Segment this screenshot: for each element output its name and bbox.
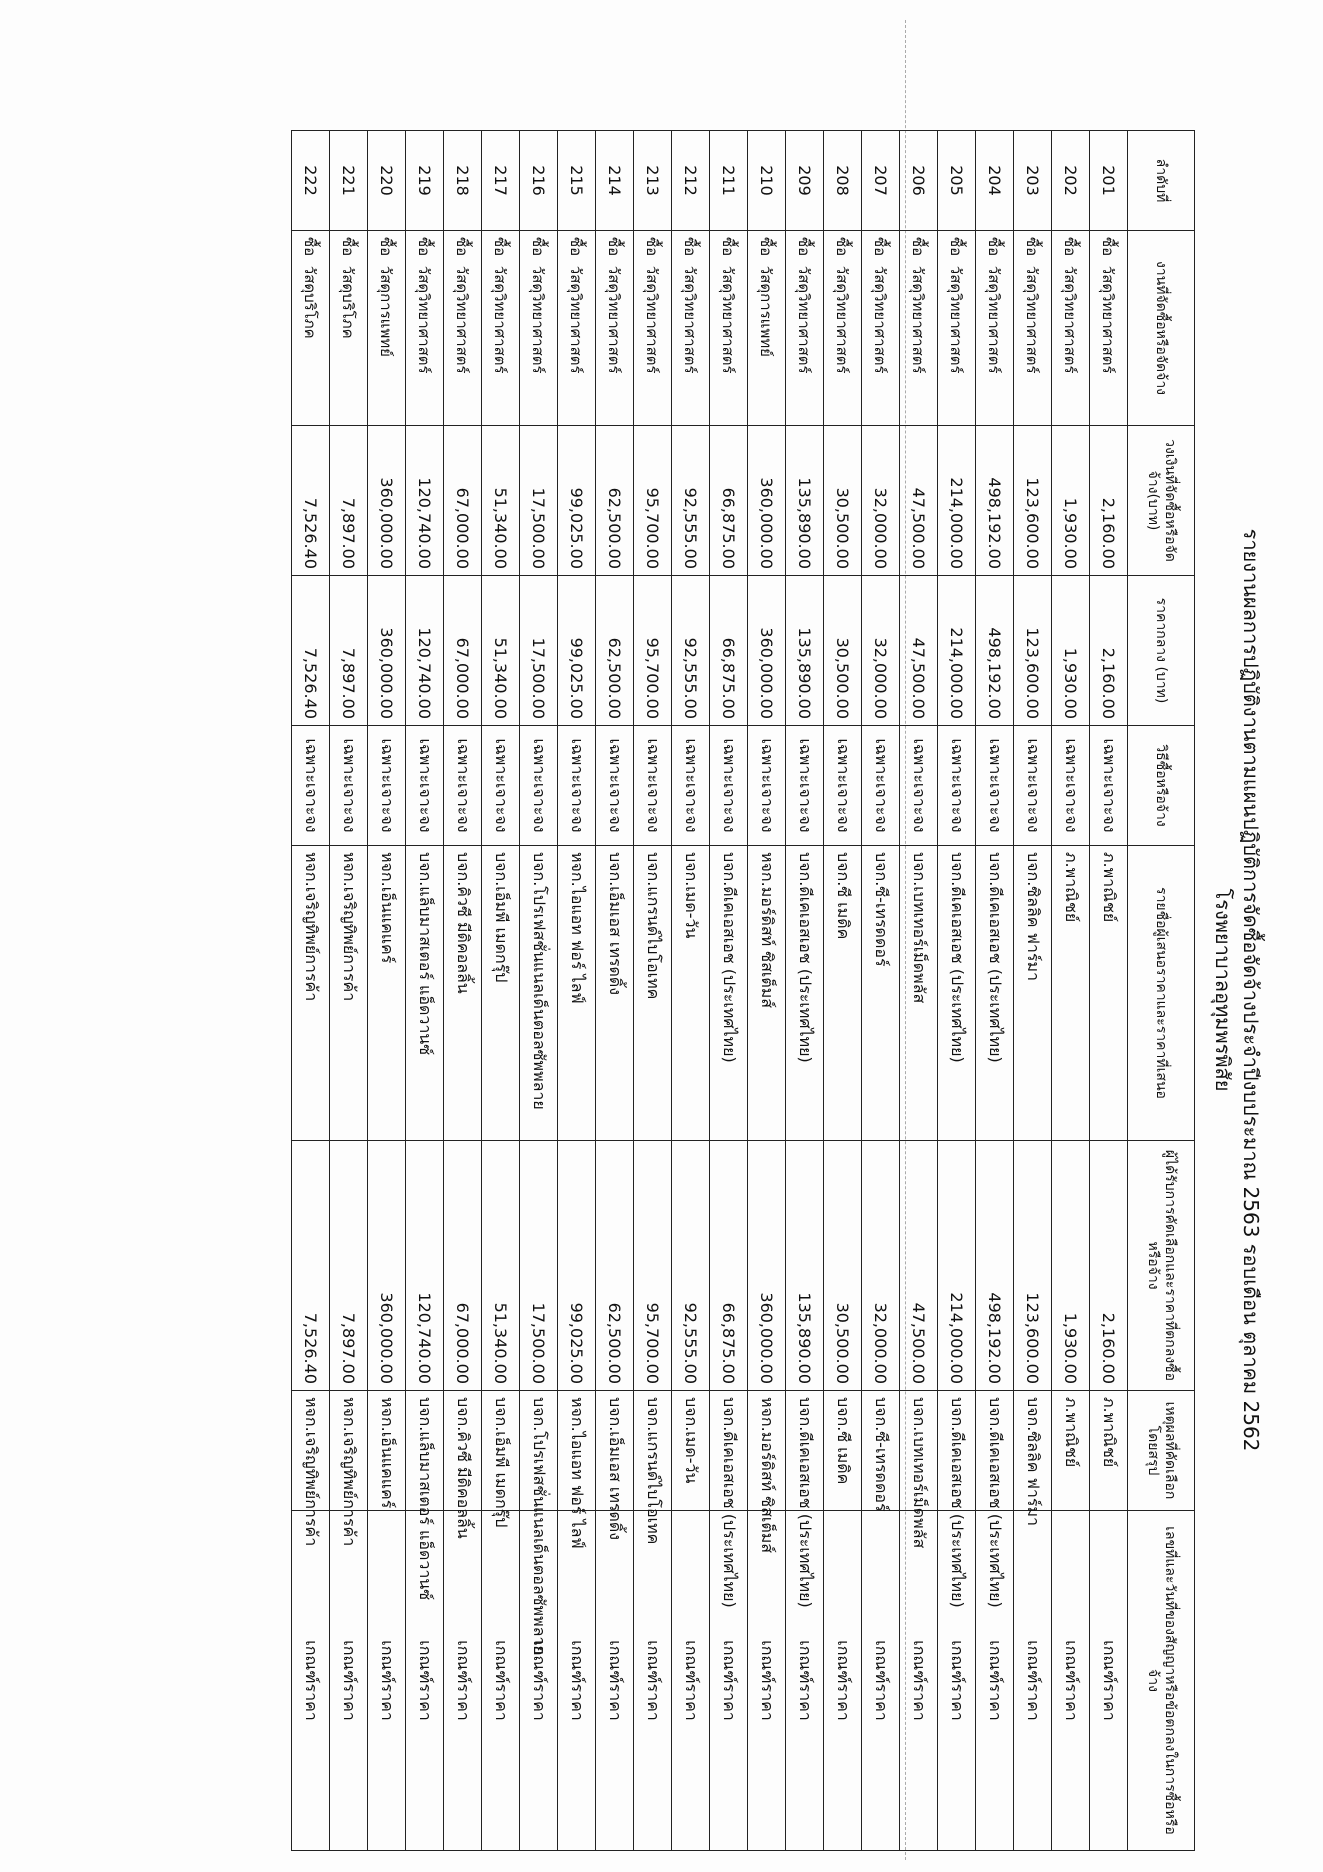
cell-budget: 2,160.00 [1090,426,1128,576]
cell-buy-label: ซื้อ [947,237,966,257]
cell-median: 214,000.00 [938,576,976,726]
cell-item [1090,231,1128,426]
cell-item-text: วัสดุวิทยาศาสตร์ [795,265,814,374]
table-row [976,131,1014,1851]
report-title: รายงานผลการปฏิบัติงานตามแผนปฏิบัติการจัดซื้อจัดจ้างประจำปีงบประมาณ 2563 รอบเดือน ตุลาคม 2562 [1239,528,1263,1452]
cell-bidder: บจก.ดีเคเอสเอช (ประเทศไทย) [976,846,1014,1141]
cell-bidder: บจก.เอ็มพี เมดกรุ๊ป [482,846,520,1141]
cell-reason: เกณฑ์ราคา [558,1511,596,1851]
cell-budget: 95,700.00 [634,426,672,576]
cell-bidder: หจก.เจริญทิพย์การค้า [330,846,368,1141]
cell-method: เฉพาะเจาะจง [368,726,406,846]
cell-reason: เกณฑ์ราคา [634,1511,672,1851]
cell-winner: บจก.แล็บมาสเตอร์ แอ็ดวานซ์ [406,1391,444,1511]
cell-method: เฉพาะเจาะจง [786,726,824,846]
cell-bid: 32,000.00 [862,1141,900,1391]
cell-median: 99,025.00 [558,576,596,726]
cell-bid: 66,875.00 [710,1141,748,1391]
header-item: งานที่จัดซื้อหรือจัดจ้าง [1128,231,1195,426]
cell-item [938,231,976,426]
cell-item [634,231,672,426]
cell-median: 498,192.00 [976,576,1014,726]
table-row [482,131,520,1851]
cell-item-text: วัสดุวิทยาศาสตร์ [415,265,434,374]
cell-item-text: วัสดุวิทยาศาสตร์ [871,265,890,374]
cell-reason: เกณฑ์ราคา [862,1511,900,1851]
cell-winner: บจก.เมด-วัน [672,1391,710,1511]
cell-winner: บจก.แกรนด์ไบโอเทค [634,1391,672,1511]
cell-winner: บจก.คิวซี มีดิคอลลิ้น [444,1391,482,1511]
cell-buy-label: ซื้อ [681,237,700,257]
cell-bidder: หจก.มอร์ดิสท์ ซิสเต็มส์ [748,846,786,1141]
cell-buy-label: ซื้อ [301,237,320,257]
table-row [292,131,330,1851]
cell-median: 92,555.00 [672,576,710,726]
cell-buy-label: ซื้อ [339,237,358,257]
cell-reason: เกณฑ์ราคา [596,1511,634,1851]
cell-budget: 32,000.00 [862,426,900,576]
table-row [1014,131,1052,1851]
cell-bid: 95,700.00 [634,1141,672,1391]
cell-item-text: วัสดุวิทยาศาสตร์ [605,265,624,374]
cell-method: เฉพาะเจาะจง [862,726,900,846]
cell-buy-label: ซื้อ [377,237,396,257]
rotated-report [291,130,1265,1850]
cell-budget: 360,000.00 [368,426,406,576]
cell-reason: เกณฑ์ราคา [900,1511,938,1851]
cell-bidder: บจก.ซี เมดิค [824,846,862,1141]
table-row [938,131,976,1851]
table-row [900,131,938,1851]
cell-method: เฉพาะเจาะจง [672,726,710,846]
table-row [406,131,444,1851]
header-median: ราคากลาง (บาท) [1128,576,1195,726]
cell-winner: บจก.ซี เมดิค [824,1391,862,1511]
cell-bid: 47,500.00 [900,1141,938,1391]
cell-median: 7,897.00 [330,576,368,726]
cell-item-text: วัสดุการแพทย์ [757,265,776,357]
cell-reason: เกณฑ์ราคา [786,1511,824,1851]
cell-no: 213 [634,131,672,231]
table-body [292,131,1128,1851]
cell-budget: 360,000.00 [748,426,786,576]
cell-median: 7,526.40 [292,576,330,726]
cell-no: 221 [330,131,368,231]
cell-method: เฉพาะเจาะจง [520,726,558,846]
header-contract: เลขที่และวันที่ของสัญญาหรือข้อตกลงในการซื้อหรือจ้าง [1128,1511,1195,1851]
cell-method: เฉพาะเจาะจง [558,726,596,846]
cell-bid: 135,890.00 [786,1141,824,1391]
cell-median: 95,700.00 [634,576,672,726]
cell-item [976,231,1014,426]
cell-method: เฉพาะเจาะจง [596,726,634,846]
cell-bid: 360,000.00 [368,1141,406,1391]
cell-winner: บจก.ดีเคเอสเอช (ประเทศไทย) [976,1391,1014,1511]
cell-budget: 47,500.00 [900,426,938,576]
cell-reason: เกณฑ์ราคา [444,1511,482,1851]
cell-budget: 30,500.00 [824,426,862,576]
table-row [1052,131,1090,1851]
cell-method: เฉพาะเจาะจง [1052,726,1090,846]
cell-median: 66,875.00 [710,576,748,726]
cell-buy-label: ซื้อ [1099,237,1118,257]
cell-item-text: วัสดุวิทยาศาสตร์ [719,265,738,374]
cell-item-text: วัสดุวิทยาศาสตร์ [681,265,700,374]
cell-item-text: วัสดุวิทยาศาสตร์ [985,265,1004,374]
header-budget: วงเงินที่จัดซื้อหรือจัดจ้าง(บาท) [1128,426,1195,576]
cell-bidder: บจก.แกรนด์ไบโอเทค [634,846,672,1141]
cell-bid: 123,600.00 [1014,1141,1052,1391]
hospital-name: โรงพยาบาลอุทุมพรพิสัย [1211,888,1235,1092]
cell-median: 123,600.00 [1014,576,1052,726]
cell-item [824,231,862,426]
cell-winner: หจก.เอ็นแคแคร์ [368,1391,406,1511]
cell-reason: เกณฑ์ราคา [710,1511,748,1851]
cell-item [900,231,938,426]
cell-method: เฉพาะเจาะจง [444,726,482,846]
cell-bidder: บจก.คิวซี มีดิคอลลิ้น [444,846,482,1141]
cell-no: 206 [900,131,938,231]
cell-method: เฉพาะเจาะจง [1090,726,1128,846]
cell-bid: 99,025.00 [558,1141,596,1391]
cell-winner: บจก.ดีเคเอสเอช (ประเทศไทย) [710,1391,748,1511]
cell-no: 222 [292,131,330,231]
cell-item [786,231,824,426]
cell-bid: 214,000.00 [938,1141,976,1391]
cell-no: 205 [938,131,976,231]
cell-no: 201 [1090,131,1128,231]
cell-bid: 498,192.00 [976,1141,1014,1391]
cell-winner: บจก.ดีเคเอสเอช (ประเทศไทย) [786,1391,824,1511]
cell-bid: 51,340.00 [482,1141,520,1391]
cell-median: 120,740.00 [406,576,444,726]
cell-bid: 92,555.00 [672,1141,710,1391]
cell-budget: 120,740.00 [406,426,444,576]
cell-bidder: หจก.เจริญทิพย์การค้า [292,846,330,1141]
cell-item [1014,231,1052,426]
cell-item-text: วัสดุบริโภค [339,265,358,339]
cell-method: เฉพาะเจาะจง [976,726,1014,846]
cell-bidder: บจก.ซี-เทรดดอร์ [862,846,900,1141]
table-row [444,131,482,1851]
cell-reason: เกณฑ์ราคา [520,1511,558,1851]
header-bidders: รายชื่อผู้เสนอราคาและราคาที่เสนอ [1128,846,1195,1141]
cell-winner: บจก.เอ็มเอส เทรดดิ้ง [596,1391,634,1511]
cell-item [1052,231,1090,426]
cell-reason: เกณฑ์ราคา [482,1511,520,1851]
cell-reason: เกณฑ์ราคา [1090,1511,1128,1851]
cell-budget: 135,890.00 [786,426,824,576]
cell-reason: เกณฑ์ราคา [824,1511,862,1851]
cell-bidder: บจก.ซิลลิค ฟาร์มา [1014,846,1052,1141]
cell-budget: 214,000.00 [938,426,976,576]
cell-no: 203 [1014,131,1052,231]
cell-bid: 2,160.00 [1090,1141,1128,1391]
cell-buy-label: ซื้อ [833,237,852,257]
cell-no: 220 [368,131,406,231]
cell-winner: หจก.ไอแอท ฟอร์ ไลฟ์ [558,1391,596,1511]
cell-budget: 92,555.00 [672,426,710,576]
cell-buy-label: ซื้อ [909,237,928,257]
cell-item-text: วัสดุวิทยาศาสตร์ [1099,265,1118,374]
cell-item [406,231,444,426]
cell-winner: บจก.ดีเคเอสเอช (ประเทศไทย) [938,1391,976,1511]
cell-no: 212 [672,131,710,231]
cell-winner: หจก.เจริญทิพย์การค้า [330,1391,368,1511]
cell-bid: 7,526.40 [292,1141,330,1391]
cell-bid: 62,500.00 [596,1141,634,1391]
cell-buy-label: ซื้อ [643,237,662,257]
cell-bidder: บจก.แล็บมาสเตอร์ แอ็ดวานซ์ [406,846,444,1141]
cell-bidder: บจก.เอ็มเอส เทรดดิ้ง [596,846,634,1141]
cell-buy-label: ซื้อ [415,237,434,257]
cell-method: เฉพาะเจาะจง [292,726,330,846]
cell-no: 202 [1052,131,1090,231]
cell-budget: 66,875.00 [710,426,748,576]
cell-winner: บจก.ซี-เทรดดอร์ [862,1391,900,1511]
cell-item-text: วัสดุวิทยาศาสตร์ [491,265,510,374]
cell-reason: เกณฑ์ราคา [938,1511,976,1851]
cell-item-text: วัสดุบริโภค [301,265,320,339]
cell-bid: 67,000.00 [444,1141,482,1391]
cell-bidder: บจก.ดีเคเอสเอช (ประเทศไทย) [786,846,824,1141]
cell-bidder: ภ.พาณิชย์ [1090,846,1128,1141]
table-row [330,131,368,1851]
cell-winner: หจก.มอร์ดิสท์ ซิสเต็มส์ [748,1391,786,1511]
cell-item [672,231,710,426]
cell-budget: 498,192.00 [976,426,1014,576]
cell-item-text: วัสดุวิทยาศาสตร์ [1023,265,1042,374]
cell-no: 217 [482,131,520,231]
cell-bidder: บจก.เมด-วัน [672,846,710,1141]
cell-bidder: หจก.เอ็นแคแคร์ [368,846,406,1141]
header-method: วิธีซื้อหรือจ้าง [1128,726,1195,846]
cell-item [292,231,330,426]
cell-no: 211 [710,131,748,231]
cell-reason: เกณฑ์ราคา [976,1511,1014,1851]
table-row [862,131,900,1851]
cell-budget: 1,930.00 [1052,426,1090,576]
header-reason: เหตุผลที่คัดเลือกโดยสรุป [1128,1391,1195,1511]
cell-item [862,231,900,426]
cell-bid: 120,740.00 [406,1141,444,1391]
table-row [786,131,824,1851]
cell-median: 17,500.00 [520,576,558,726]
cell-reason: เกณฑ์ราคา [406,1511,444,1851]
cell-budget: 51,340.00 [482,426,520,576]
cell-buy-label: ซื้อ [453,237,472,257]
cell-budget: 62,500.00 [596,426,634,576]
cell-median: 2,160.00 [1090,576,1128,726]
table-row [1090,131,1128,1851]
cell-median: 67,000.00 [444,576,482,726]
cell-buy-label: ซื้อ [985,237,1004,257]
cell-buy-label: ซื้อ [529,237,548,257]
cell-item [482,231,520,426]
cell-winner: บจก.เบทเทอร์เม็ดพลัส [900,1391,938,1511]
cell-median: 360,000.00 [748,576,786,726]
cell-buy-label: ซื้อ [1061,237,1080,257]
cell-item [368,231,406,426]
cell-method: เฉพาะเจาะจง [482,726,520,846]
cell-no: 215 [558,131,596,231]
cell-reason: เกณฑ์ราคา [1014,1511,1052,1851]
cell-median: 32,000.00 [862,576,900,726]
cell-method: เฉพาะเจาะจง [824,726,862,846]
cell-buy-label: ซื้อ [491,237,510,257]
cell-no: 209 [786,131,824,231]
cell-buy-label: ซื้อ [795,237,814,257]
cell-bid: 30,500.00 [824,1141,862,1391]
cell-item-text: วัสดุวิทยาศาสตร์ [643,265,662,374]
cell-buy-label: ซื้อ [605,237,624,257]
cell-bidder: บจก.ดีเคเอสเอช (ประเทศไทย) [710,846,748,1141]
cell-bid: 7,897.00 [330,1141,368,1391]
cell-reason: เกณฑ์ราคา [292,1511,330,1851]
cell-item [558,231,596,426]
table-row [748,131,786,1851]
cell-no: 216 [520,131,558,231]
table-row [558,131,596,1851]
cell-bid: 17,500.00 [520,1141,558,1391]
cell-item [520,231,558,426]
table-row [520,131,558,1851]
cell-method: เฉพาะเจาะจง [330,726,368,846]
cell-reason: เกณฑ์ราคา [1052,1511,1090,1851]
header-winner: ผู้ได้รับการคัดเลือกและราคาที่ตกลงซื้อหรือจ้าง [1128,1141,1195,1391]
cell-method: เฉพาะเจาะจง [406,726,444,846]
cell-item-text: วัสดุวิทยาศาสตร์ [453,265,472,374]
table-row [710,131,748,1851]
cell-budget: 17,500.00 [520,426,558,576]
cell-item [748,231,786,426]
cell-median: 47,500.00 [900,576,938,726]
cell-no: 208 [824,131,862,231]
cell-no: 219 [406,131,444,231]
table-row [368,131,406,1851]
cell-bidder: ภ.พาณิชย์ [1052,846,1090,1141]
table-row [634,131,672,1851]
cell-budget: 67,000.00 [444,426,482,576]
cell-median: 360,000.00 [368,576,406,726]
cell-budget: 7,526.40 [292,426,330,576]
cell-method: เฉพาะเจาะจง [748,726,786,846]
cell-bidder: บจก.โปรเฟสชั่นแนลเด็นตอลซัพพลาย [520,846,558,1141]
cell-winner: บจก.โปรเฟสชั่นแนลเด็นตอลซัพพลาย [520,1391,558,1511]
table-row [672,131,710,1851]
cell-median: 51,340.00 [482,576,520,726]
header-row [1128,131,1195,1851]
cell-bidder: บจก.ดีเคเอสเอช (ประเทศไทย) [938,846,976,1141]
cell-winner: หจก.เจริญทิพย์การค้า [292,1391,330,1511]
cell-budget: 123,600.00 [1014,426,1052,576]
procurement-table [291,130,1195,1851]
cell-method: เฉพาะเจาะจง [1014,726,1052,846]
table-row [824,131,862,1851]
cell-median: 1,930.00 [1052,576,1090,726]
cell-reason: เกณฑ์ราคา [368,1511,406,1851]
cell-bid: 360,000.00 [748,1141,786,1391]
cell-reason: เกณฑ์ราคา [748,1511,786,1851]
cell-item-text: วัสดุวิทยาศาสตร์ [909,265,928,374]
cell-buy-label: ซื้อ [567,237,586,257]
cell-item-text: วัสดุวิทยาศาสตร์ [567,265,586,374]
cell-item [444,231,482,426]
cell-bidder: บจก.เบทเทอร์เม็ดพลัส [900,846,938,1141]
cell-method: เฉพาะเจาะจง [634,726,672,846]
cell-no: 207 [862,131,900,231]
cell-item-text: วัสดุวิทยาศาสตร์ [529,265,548,374]
cell-buy-label: ซื้อ [757,237,776,257]
cell-buy-label: ซื้อ [871,237,890,257]
cell-winner: ภ.พาณิชย์ [1052,1391,1090,1511]
cell-budget: 99,025.00 [558,426,596,576]
cell-no: 204 [976,131,1014,231]
cell-item [330,231,368,426]
cell-bid: 1,930.00 [1052,1141,1090,1391]
cell-median: 62,500.00 [596,576,634,726]
cell-budget: 7,897.00 [330,426,368,576]
cell-buy-label: ซื้อ [1023,237,1042,257]
cell-no: 218 [444,131,482,231]
cell-method: เฉพาะเจาะจง [900,726,938,846]
cell-item-text: วัสดุวิทยาศาสตร์ [947,265,966,374]
cell-median: 30,500.00 [824,576,862,726]
cell-item-text: วัสดุวิทยาศาสตร์ [1061,265,1080,374]
cell-winner: ภ.พาณิชย์ [1090,1391,1128,1511]
cell-median: 135,890.00 [786,576,824,726]
cell-bidder: หจก.ไอแอท ฟอร์ ไลฟ์ [558,846,596,1141]
cell-item-text: วัสดุการแพทย์ [377,265,396,357]
table-row [596,131,634,1851]
cell-winner: บจก.เอ็มพี เมดกรุ๊ป [482,1391,520,1511]
cell-method: เฉพาะเจาะจง [938,726,976,846]
cell-buy-label: ซื้อ [719,237,738,257]
cell-no: 214 [596,131,634,231]
cell-item-text: วัสดุวิทยาศาสตร์ [833,265,852,374]
cell-reason: เกณฑ์ราคา [330,1511,368,1851]
cell-winner: บจก.ซิลลิค ฟาร์มา [1014,1391,1052,1511]
cell-method: เฉพาะเจาะจง [710,726,748,846]
cell-reason: เกณฑ์ราคา [672,1511,710,1851]
cell-item [710,231,748,426]
cell-item [596,231,634,426]
header-no: ลำดับที่ [1128,131,1195,231]
cell-no: 210 [748,131,786,231]
